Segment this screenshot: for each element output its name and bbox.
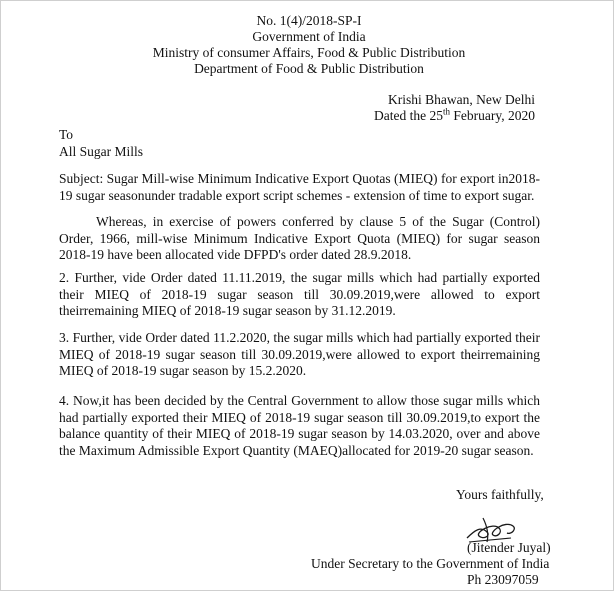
paragraph-line: their MIEQ of 2018-19 sugar season till 30.09.2019,were allowed to export (59, 286, 540, 302)
signatory-name: (Jitender Juyal) (467, 540, 551, 555)
ministry-line: Ministry of consumer Affairs, Food & Public Distribution (152, 45, 466, 60)
department-line: Department of Food & Public Distribution (194, 61, 424, 76)
date-prefix: Dated the 25 (374, 108, 443, 123)
date-suffix: th (443, 106, 451, 117)
place: Krishi Bhawan, New Delhi (388, 92, 535, 107)
paragraph-line: 3. Further, vide Order dated 11.2.2020, the sugar mills which had partially exported their (59, 330, 540, 345)
paragraph-line: Order, 1966, mill-wise Minimum Indicative Export Quota (MIEQ) for sugar season (59, 230, 540, 246)
to-label: To (59, 127, 74, 142)
closing: Yours faithfully, (456, 487, 544, 502)
paragraph-line: the Maximum Admissible Export Quantity (MAEQ)allocated for 2019-20 sugar season. (59, 442, 534, 458)
date-rest: February, 2020 (450, 108, 535, 123)
paragraph-line: theirremaining MIEQ of 2018-19 sugar season by 31.12.2019. (59, 303, 396, 318)
subject (59, 171, 540, 204)
paragraph-line: MIEQ of 2018-19 sugar season by 15.2.2020. (59, 363, 307, 378)
signatory-phone: Ph 23097059 (467, 572, 539, 587)
date (374, 108, 535, 124)
paragraph-3 (59, 330, 540, 380)
paragraph-whereas (59, 214, 540, 264)
paragraph-4 (59, 393, 540, 459)
paragraph-2 (59, 270, 540, 320)
paragraph-line: balance quantity of their MIEQ of 2018-19 sugar season by 14.03.2020, over and above (59, 426, 540, 441)
paragraph-line: Whereas, in exercise of powers conferred by clause 5 of the Sugar (Control) (96, 214, 540, 229)
paragraph-line: MIEQ of 2018-19 sugar season till 30.09.2019,were allowed to export theirremaining (59, 346, 540, 362)
paragraph-line: had partially exported their MIEQ of 2018-19 sugar season till 30.09.2019,to export the (59, 409, 540, 425)
subject-line: Subject: Sugar Mill-wise Minimum Indicative Export Quotas (MIEQ) for export in2018- (59, 171, 540, 186)
paragraph-line: 4. Now,it has been decided by the Central Government to allow those sugar mills which (59, 393, 540, 408)
recipient: All Sugar Mills (59, 144, 144, 159)
signatory-designation: Under Secretary to the Government of India (311, 556, 550, 571)
file-number: No. 1(4)/2018-SP-I (256, 13, 362, 28)
subject-line: 19 sugar seasonunder tradable export script schemes - extension of time to export sugar. (59, 187, 535, 203)
government-line: Government of India (252, 29, 366, 44)
paragraph-line: 2018-19 have been allocated vide DFPD's order dated 28.9.2018. (59, 247, 412, 262)
paragraph-line: 2. Further, vide Order dated 11.11.2019, the sugar mills which had partially exported (59, 270, 540, 285)
